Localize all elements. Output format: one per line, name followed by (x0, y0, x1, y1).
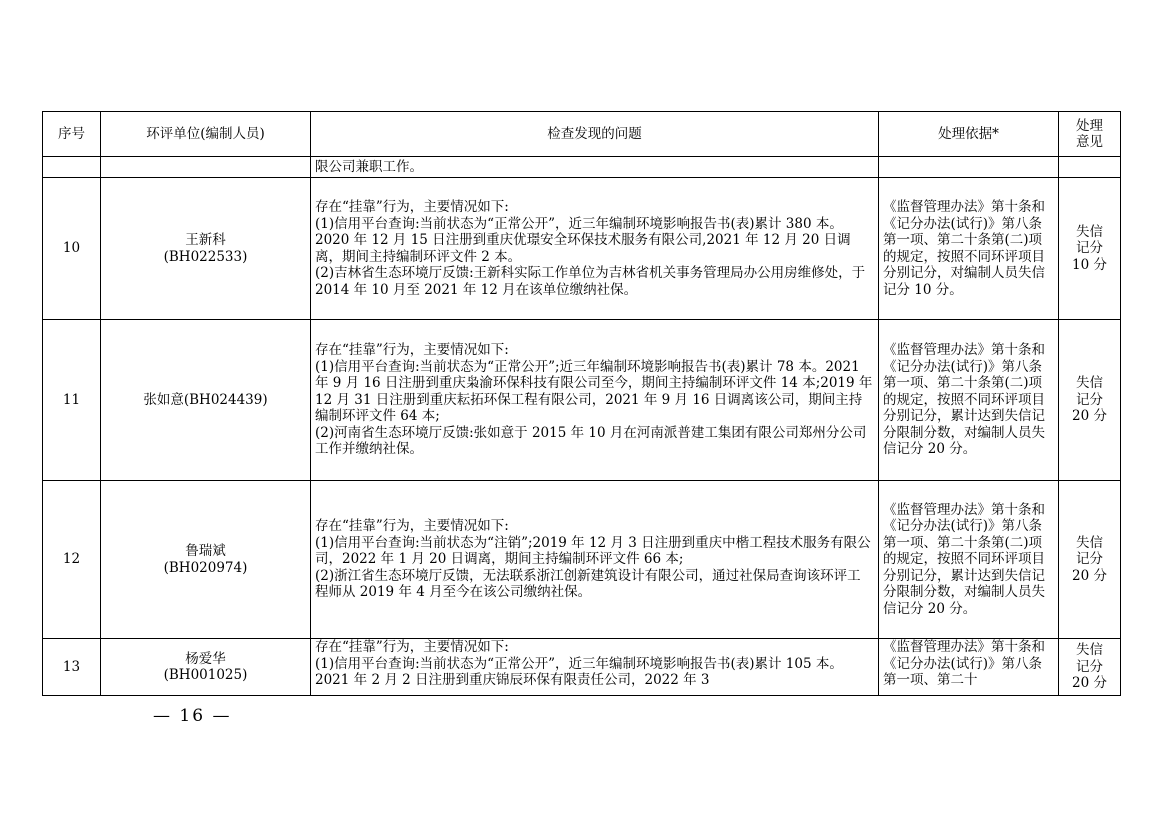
header-basis: 处理依据* (879, 112, 1059, 157)
page-number: — 16 — (153, 706, 232, 726)
cell-basis: 《监督管理办法》第十条和《记分办法(试行)》第八条第一项、第二十条第(二)项的规定，按照不同环评项目分别记分，累计达到失信记分限制分数，对编制人员失信记分 20 分。 (879, 320, 1059, 481)
cell-basis: 《监督管理办法》第十条和《记分办法(试行)》第八条第一项、第二十 (879, 639, 1059, 696)
inspection-table (42, 111, 1121, 696)
header-opinion: 处理 意见 (1059, 112, 1121, 157)
cell-basis: 《监督管理办法》第十条和《记分办法(试行)》第八条第一项、第二十条第(二)项的规定，按照不同环评项目分别记分，累计达到失信记分限制分数，对编制人员失信记分 20 分。 (879, 481, 1059, 639)
table-row (43, 320, 1121, 481)
cell-serial-no: 10 (43, 178, 101, 320)
cell-issue: 存在“挂靠”行为，主要情况如下: (1)信用平台查询:当前状态为“正常公开”;近三年编制环境影响报告书(表)累计 78 本。2021 年 9 月 16 日注册到重庆枭渝环保科技有限公司至今，期间主持编制环评文件 14 本;2019 年 12 月 31 日注册到重庆耘拓环保工程有限公司，2021 年 9 月 16 日调离该公司，期间主持编制环评文件 64 本; (2)河南省生态环境厅反馈:张如意于 2015 年 10 月在河南派普建工集团有限公司郑州分公司工作并缴纳社保。 (311, 320, 879, 481)
cell-issue: 限公司兼职工作。 (311, 157, 879, 178)
cell-issue: 存在“挂靠”行为，主要情况如下: (1)信用平台查询:当前状态为“正常公开”，近三年编制环境影响报告书(表)累计 105 本。2021 年 2 月 2 日注册到重庆锦辰环保有限责任公司，2022 年 3 (311, 639, 879, 696)
cell-empty (879, 157, 1059, 178)
header-serial-no: 序号 (43, 112, 101, 157)
cell-unit: 杨爱华 (BH001025) (101, 639, 311, 696)
cell-empty (43, 157, 101, 178)
header-unit: 环评单位(编制人员) (101, 112, 311, 157)
header-issue: 检查发现的问题 (311, 112, 879, 157)
table-row (43, 178, 1121, 320)
cell-opinion: 失信 记分 20 分 (1059, 481, 1121, 639)
cell-opinion: 失信 记分 10 分 (1059, 178, 1121, 320)
table-row (43, 639, 1121, 696)
table-row (43, 481, 1121, 639)
cell-opinion: 失信 记分 20 分 (1059, 639, 1121, 696)
cell-serial-no: 13 (43, 639, 101, 696)
cell-serial-no: 11 (43, 320, 101, 481)
cell-unit: 张如意(BH024439) (101, 320, 311, 481)
cell-basis: 《监督管理办法》第十条和《记分办法(试行)》第八条第一项、第二十条第(二)项的规定，按照不同环评项目分别记分，对编制人员失信记分 10 分。 (879, 178, 1059, 320)
table-row-continuation (43, 157, 1121, 178)
table-header-row (43, 112, 1121, 157)
cell-opinion: 失信 记分 20 分 (1059, 320, 1121, 481)
cell-unit: 王新科 (BH022533) (101, 178, 311, 320)
cell-unit: 鲁瑞斌 (BH020974) (101, 481, 311, 639)
cell-issue: 存在“挂靠”行为，主要情况如下: (1)信用平台查询:当前状态为“注销”;2019 年 12 月 3 日注册到重庆中楷工程技术服务有限公司，2022 年 1 月 20 日调离，期间主持编制环评文件 66 本; (2)浙江省生态环境厅反馈，无法联系浙江创新建筑设计有限公司，通过社保局查询该环评工程师从 2019 年 4 月至今在该公司缴纳社保。 (311, 481, 879, 639)
cell-empty (101, 157, 311, 178)
cell-issue: 存在“挂靠”行为，主要情况如下: (1)信用平台查询:当前状态为“正常公开”，近三年编制环境影响报告书(表)累计 380 本。2020 年 12 月 15 日注册到重庆优璟安全环保技术服务有限公司,2021 年 12 月 20 日调离，期间主持编制环评文件 2 本。 (2)吉林省生态环境厅反馈:王新科实际工作单位为吉林省机关事务管理局办公用房维修处，于 2014 年 10 月至 2021 年 12 月在该单位缴纳社保。 (311, 178, 879, 320)
cell-serial-no: 12 (43, 481, 101, 639)
cell-empty (1059, 157, 1121, 178)
